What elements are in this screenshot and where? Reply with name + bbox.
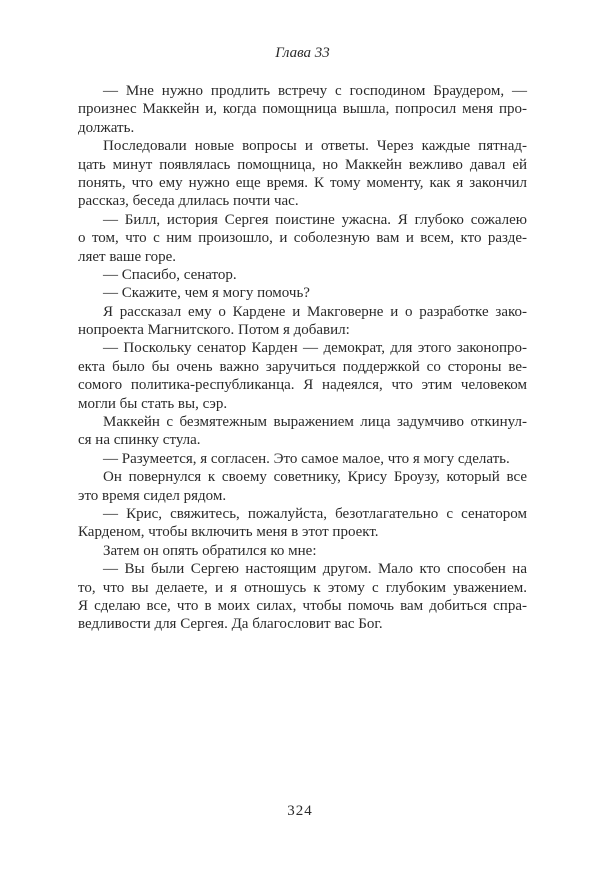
text-line: цать минут появлялась помощница, но Маккейн вежливо давал ей <box>78 156 527 173</box>
text-line: Последовали новые вопросы и ответы. Через каждые пятнад- <box>103 138 527 155</box>
text-line: — Вы были Сергею настоящим другом. Мало кто способен на <box>103 561 527 578</box>
text-line: рассказ, беседа длилась почти час. <box>78 193 299 210</box>
paragraph <box>78 339 527 413</box>
text-line: могли бы стать вы, сэр. <box>78 395 228 412</box>
page-number: 324 <box>287 803 313 819</box>
text-block <box>78 82 527 634</box>
paragraph <box>78 560 527 634</box>
text-line: должать. <box>78 119 135 136</box>
text-line: — Мне нужно продлить встречу с господином Браудером, — <box>103 83 527 99</box>
text-line: произнес Маккейн и, когда помощница вышла, попросил меня про- <box>78 101 527 118</box>
text-line: — Билл, история Сергея поистине ужасна. Я глубоко сожалею <box>103 211 527 228</box>
text-line: понять, что ему нужно еще время. К тому моменту, как я закончил <box>78 174 527 191</box>
text-line: ведливости для Сергея. Да благословит вас Бог. <box>78 616 383 633</box>
paragraph <box>78 450 527 468</box>
text-line: сомого политика-республиканца. Я надеялся, что этим человеком <box>78 377 527 394</box>
text-line: Затем он опять обратился ко мне: <box>103 542 317 559</box>
text-line: — Спасибо, сенатор. <box>103 266 237 283</box>
text-line: ся на спинку стула. <box>78 432 201 449</box>
text-line: — Скажите, чем я могу помочь? <box>103 285 310 302</box>
paragraph <box>78 211 527 266</box>
text-line: Я сделаю все, что в моих силах, чтобы помочь вам добиться спра- <box>78 597 527 614</box>
paragraph <box>78 413 527 450</box>
paragraph <box>78 137 527 211</box>
text-line: — Разумеется, я согласен. Это самое малое, что я могу сделать. <box>103 450 510 467</box>
text-line: нопроекта Магнитского. Потом я добавил: <box>78 322 350 339</box>
paragraph <box>78 82 527 137</box>
paragraph <box>78 303 527 340</box>
text-line: екта было бы очень важно заручиться поддержкой со стороны ве- <box>78 358 527 375</box>
text-line: Он повернулся к своему советнику, Крису Броузу, который все <box>103 469 527 486</box>
text-line: то, что вы делаете, и я отношусь к этому с глубоким уважением. <box>78 579 527 596</box>
text-line: — Поскольку сенатор Карден — демократ, для этого законопро- <box>103 340 527 357</box>
text-line: о том, что с ним произошло, и соболезную вам и всем, кто разде- <box>78 230 527 247</box>
text-line: Я рассказал ему о Кардене и Макговерне и о разработке зако- <box>103 303 527 320</box>
text-line: ляет ваше горе. <box>78 248 177 265</box>
paragraph <box>78 505 527 542</box>
text-line: — Крис, свяжитесь, пожалуйста, безотлагательно с сенатором <box>103 505 527 522</box>
text-line: Маккейн с безмятежным выражением лица задумчиво откинул- <box>103 414 527 431</box>
paragraph <box>78 542 527 560</box>
paragraph <box>78 284 527 302</box>
text-line: это время сидел рядом. <box>78 487 227 504</box>
text-line: Карденом, чтобы включить меня в этот проект. <box>78 524 379 541</box>
paragraph <box>78 266 527 284</box>
paragraph <box>78 468 527 505</box>
chapter-heading: Глава 33 <box>275 45 330 61</box>
